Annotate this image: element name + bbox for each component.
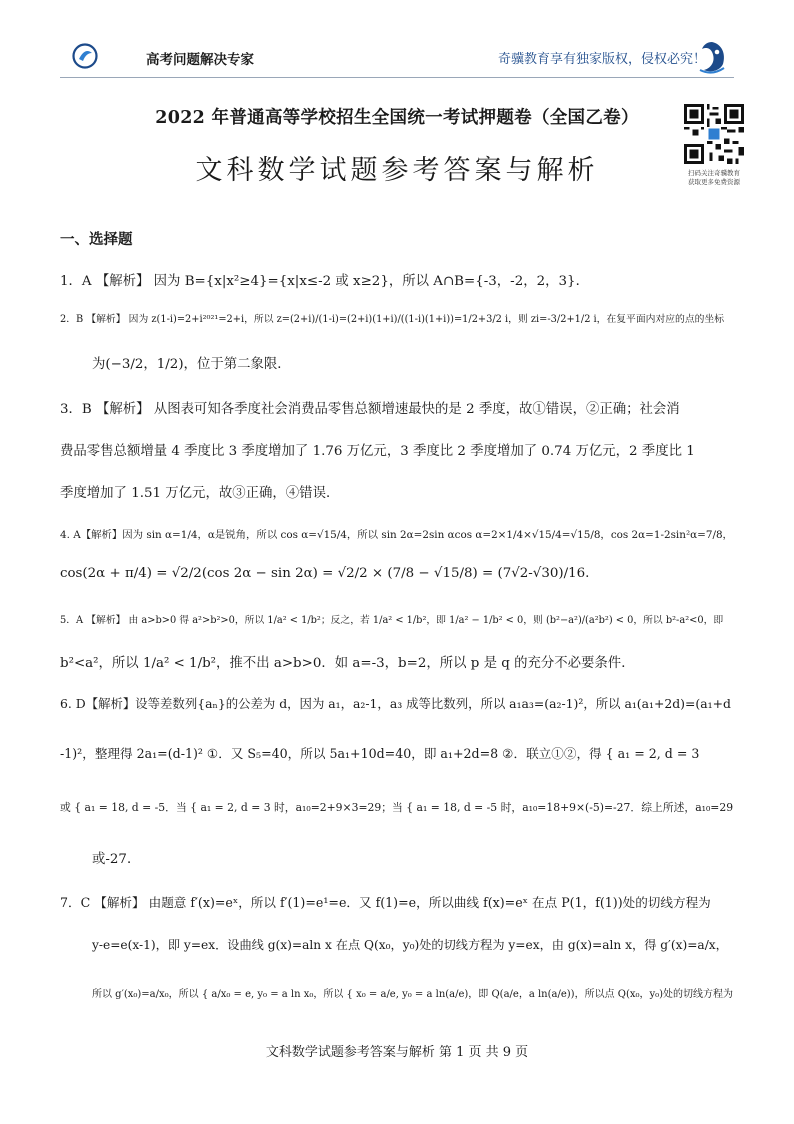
header-slogan: 高考问题解决专家 — [146, 52, 254, 68]
answer-line: 2．B 【解析】 因为 z(1-i)=2+i²⁰²¹=2+i，所以 z=(2+i)/(1-i)=(2+i)(1+i)/((1-i)(1+i))=1/2+3/2 i，则 zi=-3/2+1/2 i，在复平面内对应的点的坐标 — [60, 314, 725, 325]
answer-line: 3．B 【解析】 从图表可知各季度社会消费品零售总额增速最快的是 2 季度，故①错误，②正确；社会消 — [60, 402, 680, 417]
answer-line: 5．A 【解析】 由 a>b>0 得 a²>b²>0，所以 1/a² < 1/b²；反之，若 1/a² < 1/b²，即 1/a² − 1/b² < 0，则 (b²−a²)/(a²b²) < 0，所以 b²-a²<0，即 — [60, 615, 724, 626]
qiji-logo-icon — [72, 43, 98, 69]
copyright-notice: 奇骥教育享有独家版权，侵权必究！ — [498, 52, 707, 67]
answer-line: 费品零售总额增量 4 季度比 3 季度增加了 1.76 万亿元，3 季度比 2 季度增加了 0.74 万亿元，2 季度比 1 — [60, 444, 695, 459]
answer-line: y-e=e(x-1)，即 y=ex．设曲线 g(x)=aln x 在点 Q(x₀，y₀)处的切线方程为 y=ex，由 g(x)=aln x，得 g′(x)=a/x， — [92, 938, 728, 952]
page-footer: 文科数学试题参考答案与解析 第 1 页 共 9 页 — [265, 1045, 529, 1060]
qr-code — [684, 104, 744, 164]
header-divider — [60, 77, 734, 78]
answer-line: 1．A 【解析】 因为 B={x|x²≥4}={x|x≤-2 或 x≥2}，所以 A∩B={-3，-2，2，3}． — [60, 274, 589, 289]
owl-mascot-icon — [696, 40, 728, 74]
answer-line: 6. D【解析】设等差数列{aₙ}的公差为 d，因为 a₁，a₂-1，a₃ 成等比数列，所以 a₁a₃=(a₂-1)²，所以 a₁(a₁+2d)=(a₁+d — [60, 696, 731, 711]
answer-line: 所以 g′(x₀)=a/x₀，所以 { a/x₀ = e, y₀ = a ln x₀，所以 { x₀ = a/e, y₀ = a ln(a/e)，即 Q(a/e，a ln(a/e))，所以点 Q(x₀，y₀)处的切线方程为 — [92, 989, 734, 1000]
answer-line: -1)²，整理得 2a₁=(d-1)² ①．又 S₅=40，所以 5a₁+10d=40，即 a₁+2d=8 ②．联立①②，得 { a₁ = 2, d = 3 — [60, 746, 700, 761]
document-title: 文科数学试题参考答案与解析 — [195, 155, 599, 186]
answer-line: b²<a²，所以 1/a² < 1/b²，推不出 a>b>0．如 a=-3，b=2，所以 p 是 q 的充分不必要条件． — [60, 656, 635, 671]
exam-title: 2022 年普通高等学校招生全国统一考试押题卷（全国乙卷） — [155, 108, 639, 128]
answer-line: 或-27． — [92, 852, 141, 867]
answer-line: 或 { a₁ = 18, d = -5．当 { a₁ = 2, d = 3 时，a₁₀=2+9×3=29；当 { a₁ = 18, d = -5 时，a₁₀=18+9×(-5)=-27．综上所述，a₁₀=29 — [60, 801, 734, 814]
answer-line: 4. A【解析】因为 sin α=1/4，α是锐角，所以 cos α=√15/4，所以 sin 2α=2sin αcos α=2×1/4×√15/4=√15/8，cos 2α=1-2sin²α=7/8， — [60, 529, 733, 541]
answer-line: 7．C 【解析】 由题意 f′(x)=eˣ，所以 f′(1)=e¹=e．又 f(1)=e，所以曲线 f(x)=eˣ 在点 P(1，f(1))处的切线方程为 — [60, 895, 711, 910]
qr-caption: 扫码关注奇骥教育 获取更多免费资源 — [688, 169, 740, 186]
answer-line: cos(2α + π/4) = √2/2(cos 2α − sin 2α) = √2/2 × (7/8 − √15/8) = (7√2-√30)/16. — [60, 566, 590, 581]
answer-line: 季度增加了 1.51 万亿元，故③正确，④错误． — [60, 486, 340, 501]
section-heading: 一、选择题 — [60, 232, 133, 248]
answer-line: 为(−3/2，1/2)，位于第二象限． — [92, 357, 291, 372]
